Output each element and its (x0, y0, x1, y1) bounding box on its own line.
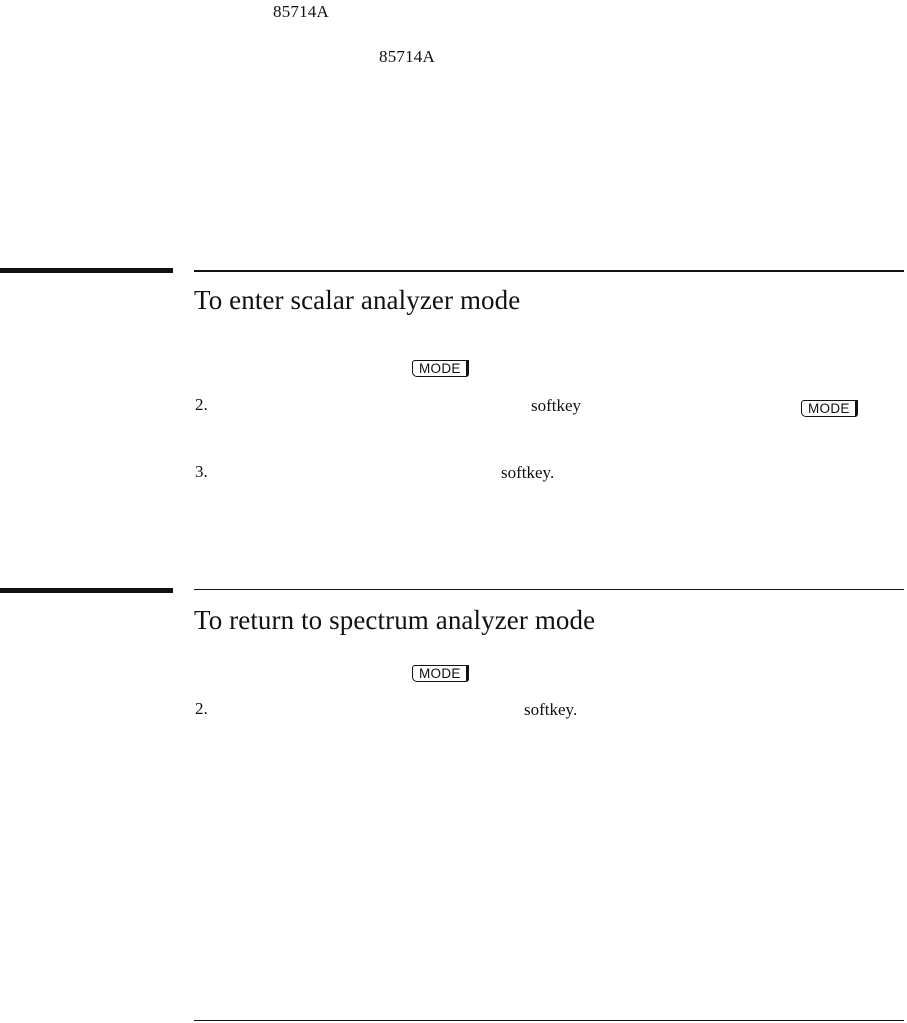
section-divider-thick (0, 588, 173, 593)
mode-key: MODE (801, 400, 858, 417)
section-heading: To enter scalar analyzer mode (194, 285, 521, 315)
softkey-text: softkey (531, 396, 582, 415)
step-number: 2. (195, 699, 208, 718)
footer-divider (194, 1020, 904, 1021)
model-number-label: 85714A (379, 47, 435, 66)
step-number: 2. (195, 395, 208, 414)
mode-key: MODE (412, 360, 469, 377)
step-number: 3. (195, 462, 208, 481)
softkey-text: softkey. (524, 700, 578, 719)
section-divider-thin (194, 589, 904, 590)
model-number-label: 85714A (273, 2, 329, 21)
section-heading: To return to spectrum analyzer mode (194, 605, 596, 635)
softkey-text: softkey. (501, 463, 555, 482)
section-divider-thin (194, 270, 904, 272)
mode-key: MODE (412, 665, 469, 682)
section-divider-thick (0, 268, 173, 273)
